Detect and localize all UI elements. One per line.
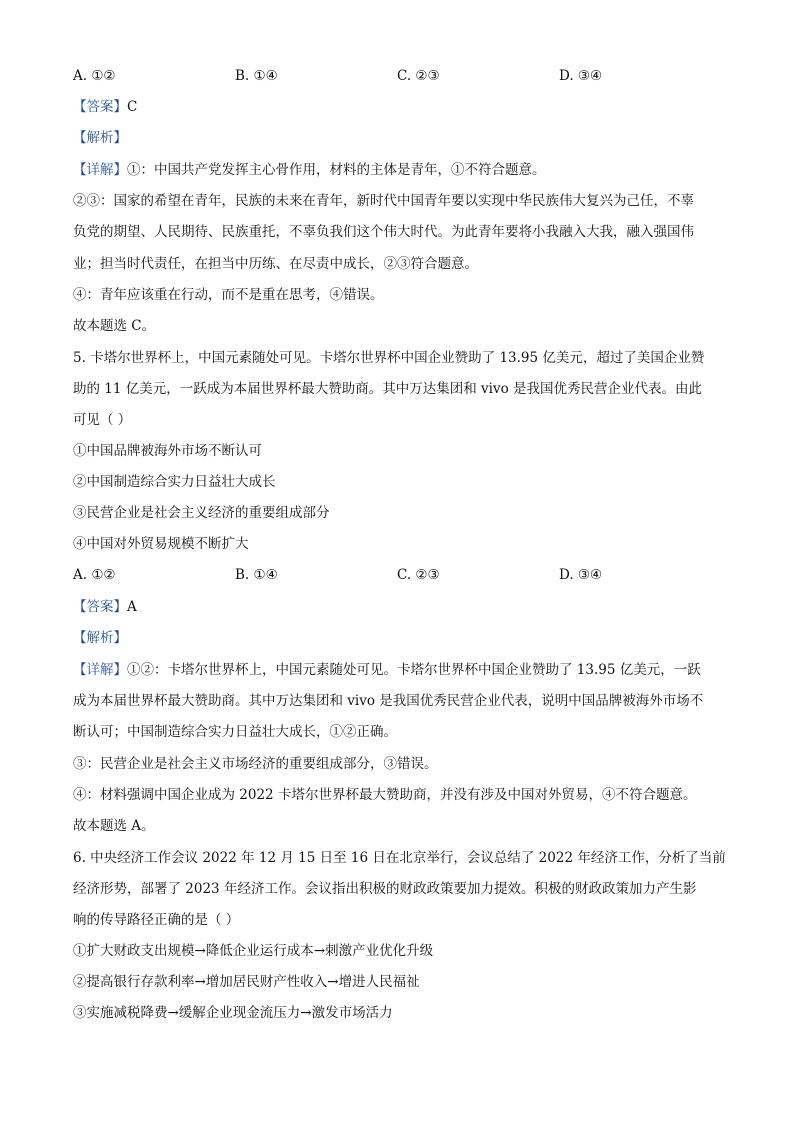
q5-stem-line-2: 助的 11 亿美元，一跃成为本届世界杯最大赞助商。其中万达集团和 vivo 是我国优秀民营企业代表。由此	[73, 381, 703, 397]
q6-stem-line-1: 6. 中央经济工作会议 2022 年 12 月 15 日至 16 日在北京举行，会议总结了 2022 年经济工作，分析了当前	[73, 850, 726, 866]
q6-statement-3: ③实施减税降费→缓解企业现金流压力→激发市场活力	[73, 1005, 393, 1021]
q5-option-d: D. ③④	[559, 567, 603, 583]
q5-detail-tag: 【详解】	[73, 662, 127, 678]
q4-answer-line	[73, 97, 137, 117]
q5-detail-line-4: ③：民营企业是社会主义市场经济的重要组成部分，③错误。	[73, 756, 438, 772]
q5-analysis-tag: 【解析】	[73, 630, 127, 646]
q6-statement-2: ②提高银行存款利率→增加居民财产性收入→增进人民福祉	[73, 974, 420, 990]
q6-stem-line-3: 响的传导路径正确的是（ ）	[73, 912, 240, 928]
q5-statement-2: ②中国制造综合实力日益壮大成长	[73, 474, 276, 490]
q5-detail-line-1	[73, 660, 701, 680]
q6-statement-1: ①扩大财政支出规模→降低企业运行成本→刺激产业优化升级	[73, 943, 434, 959]
q6-stem-line-2: 经济形势，部署了 2023 年经济工作。会议指出积极的财政政策要加力提效。积极的财政政策加力产生影	[73, 881, 697, 897]
q4-detail-line-1	[73, 160, 546, 180]
q5-statement-4: ④中国对外贸易规模不断扩大	[73, 536, 249, 552]
q4-option-d: D. ③④	[559, 68, 603, 84]
q5-detail-text-1: ①②：卡塔尔世界杯上，中国元素随处可见。卡塔尔世界杯中国企业赞助了 13.95 亿美元，一跃	[127, 662, 701, 678]
q5-option-a: A. ①②	[73, 567, 116, 583]
q4-option-b: B. ①④	[235, 68, 278, 84]
q5-answer: A	[127, 599, 137, 615]
q5-option-b: B. ①④	[235, 567, 278, 583]
q4-detail-tag: 【详解】	[73, 162, 127, 178]
q4-detail-line-3: 负党的期望、人民期待、民族重托，不辜负我们这个伟大时代。为此青年要将小我融入大我，融入强国伟	[73, 224, 694, 240]
q5-stem-line-3: 可见（ ）	[73, 412, 132, 428]
q5-detail-line-6: 故本题选 A。	[73, 818, 155, 834]
q4-options	[73, 66, 733, 86]
q4-option-a: A. ①②	[73, 68, 116, 84]
q5-detail-line-3: 断认可；中国制造综合实力日益壮大成长，①②正确。	[73, 724, 397, 740]
q4-detail-line-5: ④：青年应该重在行动，而不是重在思考，④错误。	[73, 287, 384, 303]
q4-option-c: C. ②③	[397, 68, 440, 84]
q4-detail-line-4: 业；担当时代责任，在担当中历练、在尽责中成长，②③符合题意。	[73, 256, 478, 272]
q5-option-c: C. ②③	[397, 567, 440, 583]
q5-statement-1: ①中国品牌被海外市场不断认可	[73, 443, 262, 459]
q4-analysis-tag: 【解析】	[73, 130, 127, 146]
q5-stem-line-1: 5. 卡塔尔世界杯上，中国元素随处可见。卡塔尔世界杯中国企业赞助了 13.95 亿美元，超过了美国企业赞	[73, 350, 705, 366]
q5-detail-line-2: 成为本届世界杯最大赞助商。其中万达集团和 vivo 是我国优秀民营企业代表，说明中国品牌被海外市场不	[73, 693, 704, 709]
q5-detail-line-5: ④：材料强调中国企业成为 2022 卡塔尔世界杯最大赞助商，并没有涉及中国对外贸易，④不符合题意。	[73, 787, 697, 803]
q4-answer-tag: 【答案】	[73, 99, 127, 115]
q4-detail-line-6: 故本题选 C。	[73, 318, 156, 334]
q4-detail-text-1: ①：中国共产党发挥主心骨作用，材料的主体是青年，①不符合题意。	[127, 162, 546, 178]
q4-detail-line-2: ②③：国家的希望在青年，民族的未来在青年，新时代中国青年要以实现中华民族伟大复兴为己任，不辜	[73, 193, 694, 209]
q5-statement-3: ③民营企业是社会主义经济的重要组成部分	[73, 505, 330, 521]
q5-answer-tag: 【答案】	[73, 599, 127, 615]
q5-answer-line	[73, 597, 137, 617]
q5-options	[73, 565, 733, 585]
q4-answer: C	[127, 99, 138, 115]
